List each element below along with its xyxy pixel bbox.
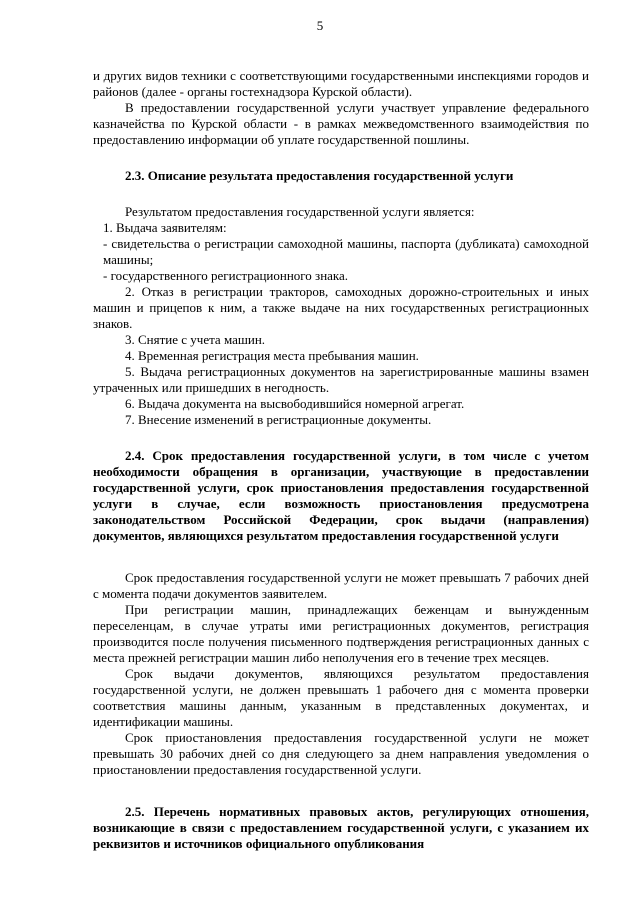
document-body (93, 68, 589, 852)
section-heading: 2.4. Срок предоставления государственной услуги, в том числе с учетом необходимости обращения в организации, участвующие в предоставлении государственной услуги, срок приостановления предоставления государственной услуги в случае, если возможность приостановления предусмотрена законодательством Российской Федерации, срок выдачи (направления) документов, являющихся результатом предоставления государственной услуги (93, 448, 589, 543)
spacer (93, 428, 589, 448)
spacer (93, 778, 589, 804)
paragraph: 6. Выдача документа на высвободившийся номерной агрегат. (125, 396, 465, 411)
paragraph: 7. Внесение изменений в регистрационные документы. (125, 412, 432, 427)
paragraph: 1. Выдача заявителям: (103, 220, 227, 235)
spacer (93, 184, 589, 204)
section-heading: 2.5. Перечень нормативных правовых актов, регулирующих отношения, возникающие в связи с предоставлением государственной услуги, с указанием их реквизитов и источников официального опубликования (93, 804, 589, 851)
paragraph: 2. Отказ в регистрации тракторов, самоходных дорожно-строительных и иных машин и прицепов к ним, а также выдаче на них государственных регистрационных знаков. (93, 284, 589, 331)
paragraph: 5. Выдача регистрационных документов на зарегистрированные машины взамен утраченных или пришедших в негодность. (93, 364, 589, 395)
spacer (93, 544, 589, 570)
paragraph: В предоставлении государственной услуги участвует управление федерального казначейства по Курской области - в рамках межведомственного взаимодействия по предоставлению информации об уплате государственной пошлины. (93, 100, 589, 147)
spacer (93, 148, 589, 168)
paragraph: Срок выдачи документов, являющихся результатом предоставления государственной услуги, не должен превышать 1 рабочего дня с момента проверки соответствия машины данным, указанным в представленных документах, и идентификации машины. (93, 666, 589, 729)
paragraph: Срок приостановления предоставления государственной услуги не может превышать 30 рабочих дней со дня следующего за днем направления уведомления о приостановлении предоставления государственной услуги. (93, 730, 589, 777)
paragraph: 4. Временная регистрация места пребывания машин. (125, 348, 419, 363)
paragraph: - государственного регистрационного знака. (103, 268, 349, 283)
paragraph: При регистрации машин, принадлежащих беженцам и вынужденным переселенцам, в случае утраты ими регистрационных документов, регистрация производится после получения письменного подтверждения регистрационных данных с места прежней регистрации машин либо неполучения его в течение трех месяцев. (93, 602, 589, 665)
section-heading: 2.3. Описание результата предоставления государственной услуги (125, 168, 514, 183)
paragraph: и других видов техники с соответствующими государственными инспекциями городов и районов (далее - органы гостехнадзора Курской области). (93, 68, 589, 99)
paragraph: Результатом предоставления государственной услуги является: (125, 204, 475, 219)
paragraph: - свидетельства о регистрации самоходной машины, паспорта (дубликата) самоходной машины; (103, 236, 589, 267)
paragraph: Срок предоставления государственной услуги не может превышать 7 рабочих дней с момента подачи документов заявителем. (93, 570, 589, 601)
page-number: 5 (316, 18, 324, 33)
paragraph: 3. Снятие с учета машин. (125, 332, 266, 347)
